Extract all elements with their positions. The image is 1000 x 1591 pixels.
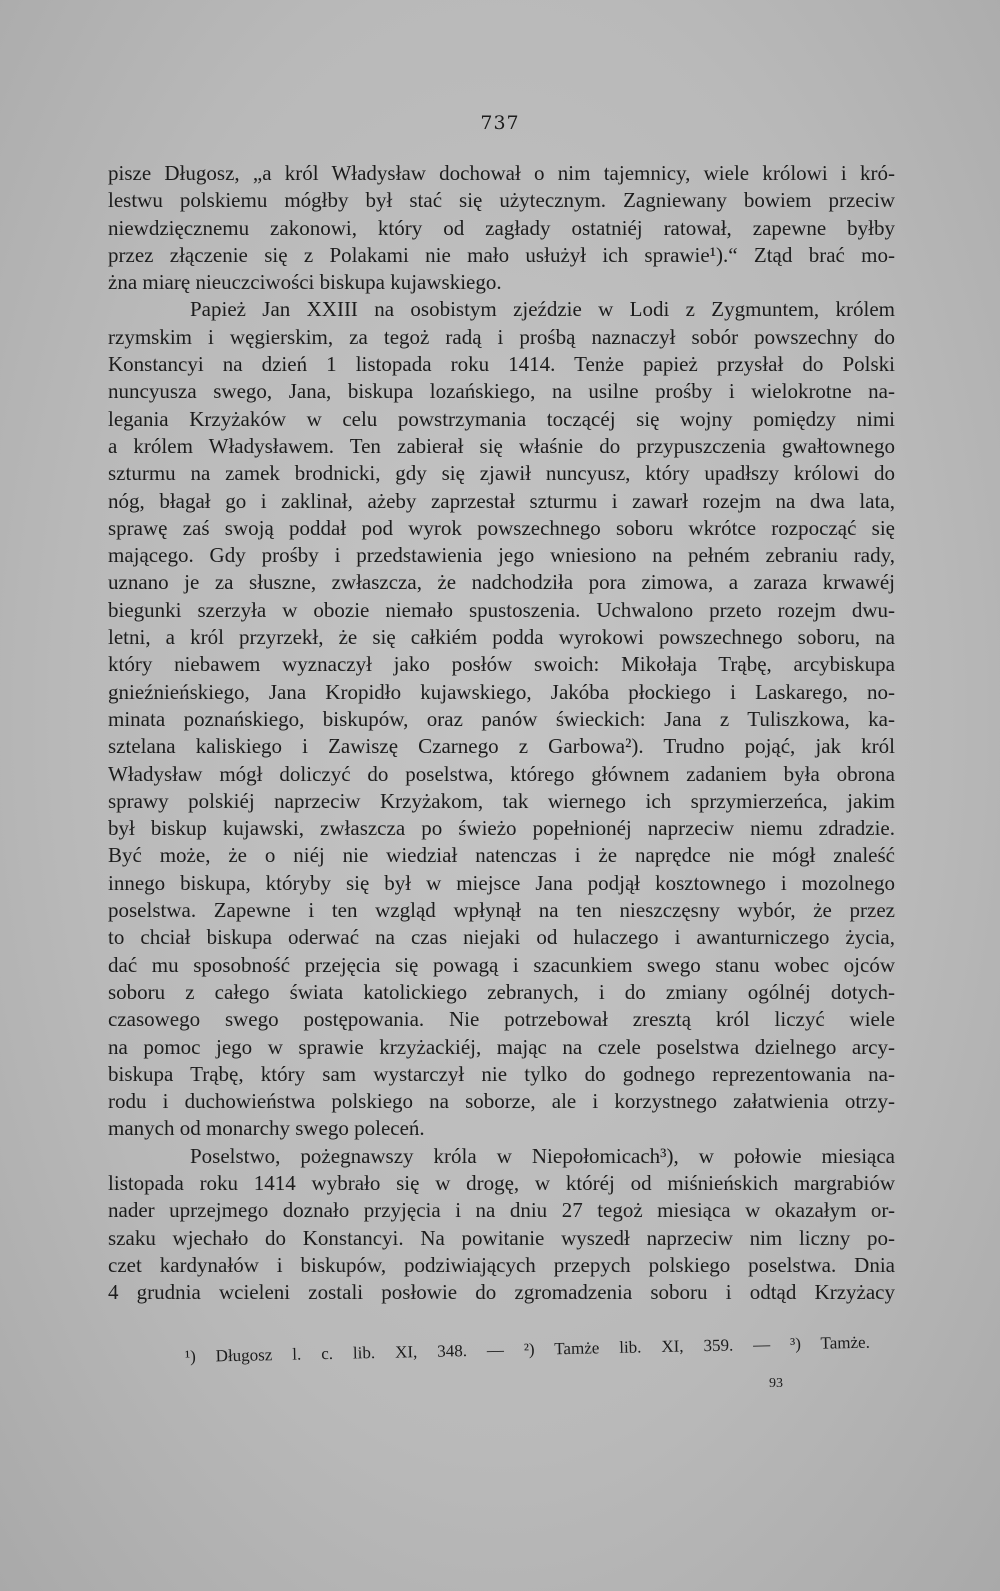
text-line: uznano je za słuszne, zwłaszcza, że nadchodziła pora zimowa, a zaraza krwawéj [108, 570, 895, 595]
text-line: żna miarę nieuczciwości biskupa kujawskiego. [108, 270, 502, 295]
text-line: gnieźnieńskiego, Jana Kropidło kujawskiego, Jakóba płockiego i Laskarego, no- [108, 679, 895, 704]
page-number: 737 [480, 112, 520, 134]
text-line: nuncyusza swego, Jana, biskupa lozańskiego, na usilne prośby i wielokrotne na- [108, 379, 895, 404]
text-line: nóg, błagał go i zaklinał, ażeby zaprzestał szturmu i zawarł rozejm na dwa lata, [108, 488, 895, 513]
text-line: rodu i duchowieństwa polskiego na soborze, ale i korzystnego załatwienia otrzy- [108, 1089, 895, 1114]
text-line: czet kardynałów i biskupów, podziwiających przepych polskiego poselstwa. Dnia [108, 1252, 895, 1277]
text-line: pisze Długosz, „a król Władysław dochował o nim tajemnicy, wiele królowi i kró- [108, 161, 895, 185]
text-line: rzymskim i węgierskim, za tegoż radą i prośbą naznaczył sobór powszechny do [108, 324, 895, 349]
text-line: sprawę zaś swoją poddał pod wyrok powszechnego soboru wkrótce rozpocząć się [108, 515, 895, 540]
text-line: poselstwa. Zapewne i ten wzgląd wpłynął na ten nieszczęsny wybór, że przez [108, 898, 895, 923]
text-line: czasowego swego postępowania. Nie potrzebował zresztą król liczyć wiele [108, 1007, 895, 1032]
text-line: soboru z całego świata katolickiego zebranych, i do zmiany ogólnéj dotych- [108, 979, 895, 1004]
text-line: Konstancyi na dzień 1 listopada roku 1414. Tenże papież przysłał do Polski [108, 352, 895, 377]
text-line: który niebawem wyznaczył jako posłów swoich: Mikołaja Trąbę, arcybiskupa [108, 652, 895, 677]
text-line: był biskup kujawski, zwłaszcza po świeżo popełnionéj naprzeciw niemu zdradzie. [108, 816, 895, 841]
text-line: na pomoc jego w sprawie krzyżackiéj, mając na czele poselstwa dzielnego arcy- [108, 1034, 895, 1059]
text-line: biskupa Trąbę, który sam wystarczył nie tylko do godnego reprezentowania na- [108, 1061, 895, 1086]
text-line: nader uprzejmego doznało przyjęcia i na dniu 27 tegoż miesiąca w okazałym or- [108, 1198, 895, 1223]
text-line: niewdzięcznemu zakonowi, który od zagłady ostatniéj ratował, zapewne byłby [108, 215, 895, 240]
text-line: lestwu polskiemu mógłby był stać się użytecznym. Zagniewany bowiem przeciw [108, 188, 895, 213]
text-line: listopada roku 1414 wybrało się w drogę, w któréj od miśnieńskich margrabiów [108, 1170, 895, 1195]
text-line: 4 grudnia wcieleni zostali posłowie do zgromadzenia soboru i odtąd Krzyżacy [108, 1280, 895, 1305]
text-line: sprawy polskiéj naprzeciw Krzyżakom, tak wiernego ich sprzymierzeńca, jakim [108, 788, 895, 813]
signature-mark: 93 [769, 1376, 783, 1391]
text-line: minata poznańskiego, biskupów, oraz panów świeckich: Jana z Tuliszkowa, ka- [108, 706, 895, 731]
text-line: sztelana kaliskiego i Zawiszę Czarnego z Garbowa²). Trudno pojąć, jak król [108, 734, 895, 759]
text-line: szaku wjechało do Konstancyi. Na powitanie wyszedł naprzeciw nim liczny po- [108, 1225, 895, 1250]
text-line: innego biskupa, któryby się był w miejsce Jana podjął kosztownego i mozolnego [108, 870, 895, 895]
text-line: Papież Jan XXIII na osobistym zjeździe w Lodi z Zygmuntem, królem [190, 297, 895, 322]
text-line: to chciał biskupa oderwać na czas niejaki od hulaczego i awanturniczego życia, [108, 925, 895, 950]
text-line: Być może, że o niéj nie wiedział natenczas i że naprędce nie mógł znaleść [108, 843, 895, 868]
text-line: mającego. Gdy prośby i przedstawienia jego wniesiono na pełném zebraniu rady, [108, 543, 895, 568]
text-line: a królem Władysławem. Ten zabierał się właśnie do przypuszczenia gwałtownego [108, 433, 895, 458]
text-line: Władysław mógł doliczyć do poselstwa, którego głównem zadaniem była obrona [108, 761, 895, 786]
text-line: biegunki szerzyła w obozie niemało spustoszenia. Uchwalono przeto rozejm dwu- [108, 597, 895, 622]
text-line: legania Krzyżaków w celu powstrzymania toczącéj się wojny pomiędzy nimi [108, 406, 895, 431]
text-line: manych od monarchy swego poleceń. [108, 1116, 425, 1141]
body-text [108, 160, 895, 1306]
text-line: letni, a król przyrzekł, że się całkiém podda wyrokowi powszechnego soboru, na [108, 625, 895, 650]
text-line: przez złączenie się z Polakami nie mało usłużył ich sprawie¹).“ Ztąd brać mo- [108, 242, 895, 267]
footnotes: ¹) Długosz l. c. lib. XI, 348. — ²) Tamże lib. XI, 359. — ³) Tamże. [184, 1332, 871, 1366]
text-line: dać mu sposobność przejęcia się powagą i szacunkiem swego stanu wobec ojców [108, 952, 895, 977]
text-line: szturmu na zamek brodnicki, gdy się zjawił nuncyusz, który upadłszy królowi do [108, 461, 895, 486]
text-line: Poselstwo, pożegnawszy króla w Niepołomicach³), w połowie miesiąca [190, 1143, 895, 1168]
